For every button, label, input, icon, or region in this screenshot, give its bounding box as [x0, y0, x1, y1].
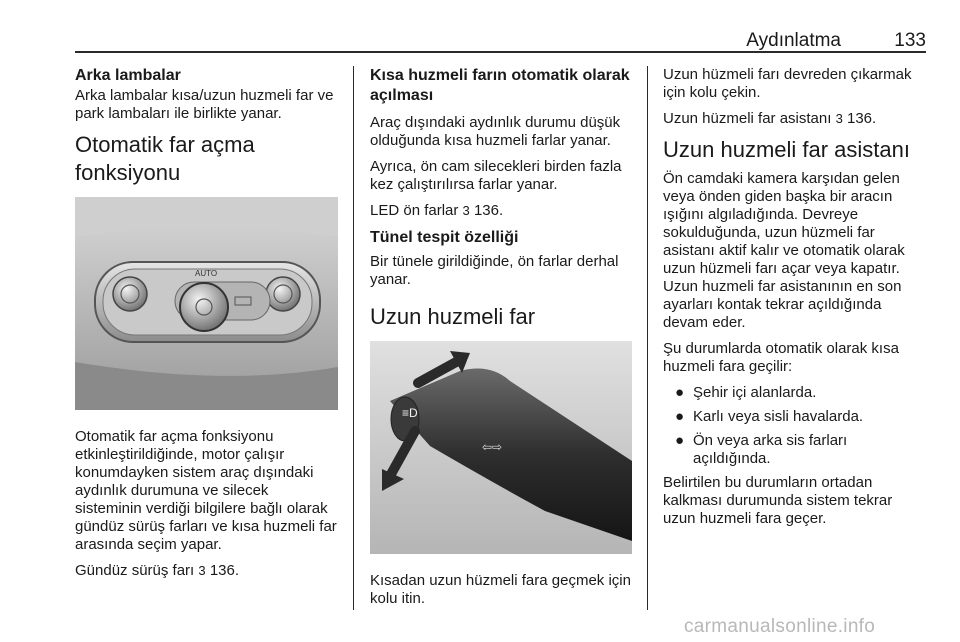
para-rear-lights: Arka lambalar kısa/uzun huzmeli far ve park lambaları ile birlikte yanar. — [75, 87, 334, 122]
ref-page[interactable]: 136. — [473, 202, 504, 219]
column-divider-1 — [353, 66, 354, 610]
header-rule — [75, 51, 926, 53]
list-item: ● Şehir içi alanlarda. — [675, 384, 817, 401]
bullet-icon: ● — [675, 408, 685, 425]
para-assist-desc: Ön camdaki kamera karşıdan gelen veya önden giden başka bir aracın ışığını algıladığında. Devreye sokulduğunda, uzun hüzmeli far asistanı aktif kalır ve otomatik olarak uzun hüzmeli farı açar veya kapatır. Uzun huzmeli far asistanının en son ayarları kontak tekrar açıldığında devam eder. — [663, 170, 905, 331]
para-conditions: Şu durumlarda otomatik olarak kısa huzmeli fara geçilir: — [663, 340, 899, 375]
para-tunnel: Bir tünele girildiğinde, ön farlar derhal yanar. — [370, 253, 619, 288]
condition-list — [663, 384, 928, 468]
para-low-beam-2: Ayrıca, ön cam silecekleri birden fazla kez çalıştırılırsa farlar yanar. — [370, 158, 622, 193]
page-ref-icon: 3 — [835, 111, 843, 126]
light-switch-figure — [75, 197, 338, 410]
heading-high-beam-assist: Uzun huzmeli far asistanı — [663, 137, 910, 162]
heading-tunnel: Tünel tespit özelliği — [370, 229, 519, 246]
ref-page[interactable]: 136. — [209, 562, 240, 579]
para-daytime-ref: Gündüz sürüş farı 3 136. — [75, 562, 240, 579]
light-switch-illustration — [75, 197, 338, 410]
column-1 — [75, 66, 338, 588]
stalk-figure — [370, 341, 632, 554]
para-auto-lights: Otomatik far açma fonksiyonu etkinleştirildiğinde, motor çalışır konumdayken sistem araç dışındaki aydınlık durumuna ve silecek sisteminin verdiği bilgilere bağlı olarak gündüz sürüş farları ve kısa huzmeli far arasında seçim yapar. — [75, 428, 337, 553]
column-2 — [370, 66, 632, 616]
page-header — [75, 30, 926, 52]
page-ref-icon: 3 — [198, 563, 206, 578]
page-ref-icon: 3 — [462, 203, 470, 218]
list-item: ● Karlı veya sisli havalarda. — [675, 408, 864, 425]
auto-label: AUTO — [195, 269, 218, 278]
para-switch-high: Kısadan uzun hüzmeli fara geçmek için kolu itin. — [370, 572, 631, 607]
page-number: 133 — [894, 30, 926, 51]
svg-text:≡D: ≡D — [402, 406, 418, 420]
column-3 — [663, 66, 928, 536]
heading-rear-lights: Arka lambalar — [75, 67, 181, 84]
para-assist-ref: Uzun hüzmeli far asistanı 3 136. — [663, 110, 877, 127]
heading-low-beam-auto: Kısa huzmeli farın otomatik olarak açılması — [370, 67, 630, 104]
para-low-beam-1: Araç dışındaki aydınlık durumu düşük olduğunda kısa huzmeli farlar yanar. — [370, 114, 621, 149]
bullet-icon: ● — [675, 432, 685, 449]
para-high-off: Uzun hüzmeli farı devreden çıkarmak için kolu çekin. — [663, 66, 912, 101]
ref-page[interactable]: 136. — [846, 110, 877, 127]
column-divider-2 — [647, 66, 648, 610]
para-end: Belirtilen bu durumların ortadan kalkması durumunda sistem tekrar uzun huzmeli fara geçer. — [663, 474, 893, 527]
para-led-ref: LED ön farlar 3 136. — [370, 202, 504, 219]
svg-text:⇦⇨: ⇦⇨ — [482, 440, 503, 454]
list-item: ● Ön veya arka sis farları açıldığında. — [675, 432, 848, 467]
stalk-illustration — [370, 341, 632, 554]
heading-auto-lights: Otomatik far açma fonksiyonu — [75, 132, 255, 185]
section-title: Aydınlatma — [746, 30, 841, 51]
watermark: carmanualsonline.info — [684, 616, 876, 637]
bullet-icon: ● — [675, 384, 685, 401]
heading-high-beam: Uzun huzmeli far — [370, 304, 536, 329]
